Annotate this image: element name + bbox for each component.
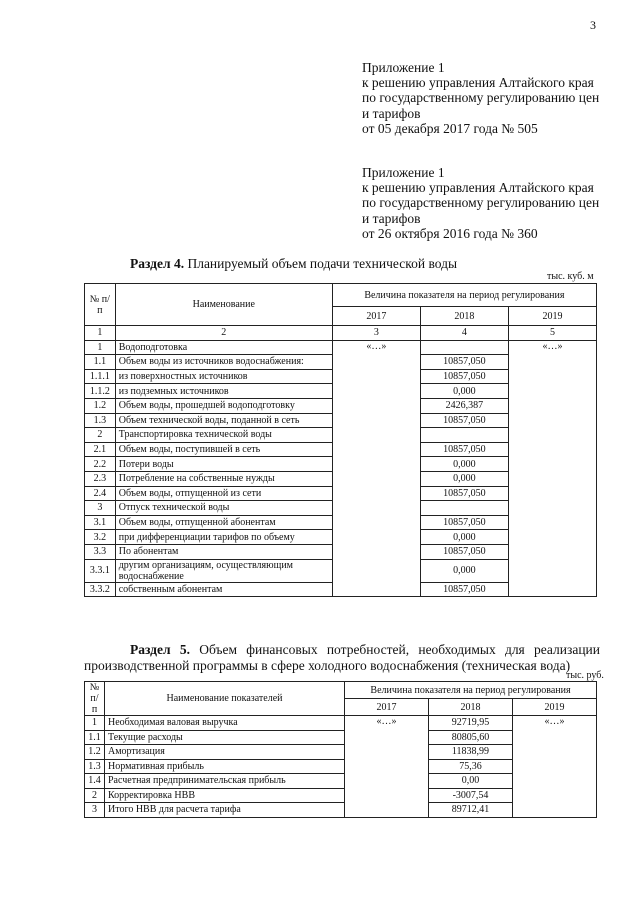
row-name: Расчетная предпринимательская прибыль: [105, 774, 345, 789]
appendix-line: к решению управления Алтайского края: [362, 75, 594, 91]
row-name: Водоподготовка: [115, 340, 332, 355]
row-name: Итого НВВ для расчета тарифа: [105, 803, 345, 818]
row-name: из поверхностных источников: [115, 369, 332, 384]
section5-unit: тыс. руб.: [566, 670, 604, 681]
row-number: 2.1: [85, 442, 116, 457]
row-number: 1.2: [85, 398, 116, 413]
row-number: 3: [85, 803, 105, 818]
section4-table: [84, 283, 597, 597]
row-name: Амортизация: [105, 745, 345, 760]
row-name: при дифференциации тарифов по объему: [115, 530, 332, 545]
value-2018: 75,36: [429, 759, 513, 774]
section4-unit: тыс. куб. м: [547, 271, 594, 282]
value-2018: 10857,050: [420, 515, 508, 530]
row-number: 2.3: [85, 471, 116, 486]
value-2018: 0,000: [420, 559, 508, 582]
header-period: Величина показателя на период регулирования: [345, 682, 597, 699]
row-number: 2: [85, 788, 105, 803]
row-name: Корректировка НВВ: [105, 788, 345, 803]
row-name: Необходимая валовая выручка: [105, 716, 345, 731]
value-2017: «…»: [332, 340, 420, 597]
value-2018: 10857,050: [420, 355, 508, 370]
appendix-line: по государственному регулированию цен: [362, 90, 600, 106]
row-name: Транспортировка технической воды: [115, 428, 332, 443]
appendix-header-1: [362, 60, 599, 136]
row-number: 1.1.1: [85, 369, 116, 384]
row-name: Нормативная прибыль: [105, 759, 345, 774]
header-year: 2019: [508, 307, 596, 326]
header-name: Наименование: [115, 284, 332, 326]
section5-title-bold: Раздел 5.: [130, 642, 190, 657]
value-2018: 0,00: [429, 774, 513, 789]
appendix-line: и тарифов: [362, 105, 421, 121]
row-number: 3: [85, 501, 116, 516]
row-number: 2: [85, 428, 116, 443]
section4-title-text: Планируемый объем подачи технической воды: [184, 256, 458, 271]
value-2018: [420, 340, 508, 355]
row-number: 1.1: [85, 355, 116, 370]
row-name: собственным абонентам: [115, 582, 332, 597]
row-number: 3.3.2: [85, 582, 116, 597]
row-name: Потребление на собственные нужды: [115, 471, 332, 486]
row-number: 1.3: [85, 413, 116, 428]
value-2018: 0,000: [420, 471, 508, 486]
section4-title: [130, 256, 457, 272]
column-number: 5: [508, 326, 596, 341]
appendix-line: от 05 декабря 2017 года № 505: [362, 120, 538, 136]
row-name: Объем воды, прошедшей водоподготовку: [115, 398, 332, 413]
value-2019: «…»: [513, 716, 597, 818]
row-number: 1: [85, 340, 116, 355]
column-number: 1: [85, 326, 116, 341]
header-year: 2018: [420, 307, 508, 326]
value-2017: «…»: [345, 716, 429, 818]
row-number: 1.4: [85, 774, 105, 789]
header-year: 2017: [345, 699, 429, 716]
row-name: Объем воды, отпущенной абонентам: [115, 515, 332, 530]
row-name: из подземных источников: [115, 384, 332, 399]
header-year: 2017: [332, 307, 420, 326]
column-number: 2: [115, 326, 332, 341]
row-number: 1.3: [85, 759, 105, 774]
value-2018: 89712,41: [429, 803, 513, 818]
appendix-line: и тарифов: [362, 210, 421, 226]
value-2018: 92719,95: [429, 716, 513, 731]
row-name: Текущие расходы: [105, 730, 345, 745]
value-2018: 11838,99: [429, 745, 513, 760]
row-number: 2.4: [85, 486, 116, 501]
row-name: другим организациям, осуществляющим водоснабжение: [115, 559, 332, 582]
value-2018: 10857,050: [420, 369, 508, 384]
value-2018: -3007,54: [429, 788, 513, 803]
value-2018: 10857,050: [420, 544, 508, 559]
value-2018: 0,000: [420, 530, 508, 545]
row-name: Отпуск технической воды: [115, 501, 332, 516]
appendix-line: Приложение 1: [362, 165, 445, 180]
section5-table: [84, 681, 597, 818]
header-name: Наименование показателей: [105, 682, 345, 716]
row-number: 1.1: [85, 730, 105, 745]
table-row: [85, 716, 597, 731]
page-number: 3: [590, 18, 596, 32]
value-2018: 10857,050: [420, 413, 508, 428]
value-2018: 10857,050: [420, 486, 508, 501]
row-name: По абонентам: [115, 544, 332, 559]
row-number: 1.2: [85, 745, 105, 760]
value-2018: 80805,60: [429, 730, 513, 745]
appendix-line: от 26 октября 2016 года № 360: [362, 225, 538, 241]
value-2018: [420, 501, 508, 516]
value-2019: «…»: [508, 340, 596, 597]
appendix-line: к решению управления Алтайского края: [362, 180, 594, 196]
row-number: 1.1.2: [85, 384, 116, 399]
value-2018: 2426,387: [420, 398, 508, 413]
column-number: 3: [332, 326, 420, 341]
row-number: 3.3: [85, 544, 116, 559]
row-name: Объем воды, отпущенной из сети: [115, 486, 332, 501]
value-2018: 0,000: [420, 457, 508, 472]
row-name: Потери воды: [115, 457, 332, 472]
header-year: 2018: [429, 699, 513, 716]
value-2018: [420, 428, 508, 443]
header-period: Величина показателя на период регулирования: [332, 284, 596, 307]
row-number: 2.2: [85, 457, 116, 472]
row-name: Объем воды, поступившей в сеть: [115, 442, 332, 457]
section4-title-bold: Раздел 4.: [130, 256, 185, 271]
table-row: [85, 340, 597, 355]
row-name: Объем технической воды, поданной в сеть: [115, 413, 332, 428]
row-number: 3.1: [85, 515, 116, 530]
header-num: № п/п: [85, 284, 116, 326]
header-year: 2019: [513, 699, 597, 716]
section5-title-text: Объем финансовых потребностей, необходимых для реализации производственной программы в сфере холодного водоснабжения (техническая вода): [84, 642, 600, 673]
row-number: 3.3.1: [85, 559, 116, 582]
value-2018: 0,000: [420, 384, 508, 399]
value-2018: 10857,050: [420, 442, 508, 457]
row-number: 1: [85, 716, 105, 731]
section5-title: [84, 642, 600, 674]
appendix-line: по государственному регулированию цен: [362, 195, 600, 211]
value-2018: 10857,050: [420, 582, 508, 597]
row-number: 3.2: [85, 530, 116, 545]
header-num: № п/п: [85, 682, 105, 716]
appendix-header-2: [362, 165, 599, 241]
appendix-line: Приложение 1: [362, 60, 445, 75]
row-name: Объем воды из источников водоснабжения:: [115, 355, 332, 370]
column-number: 4: [420, 326, 508, 341]
